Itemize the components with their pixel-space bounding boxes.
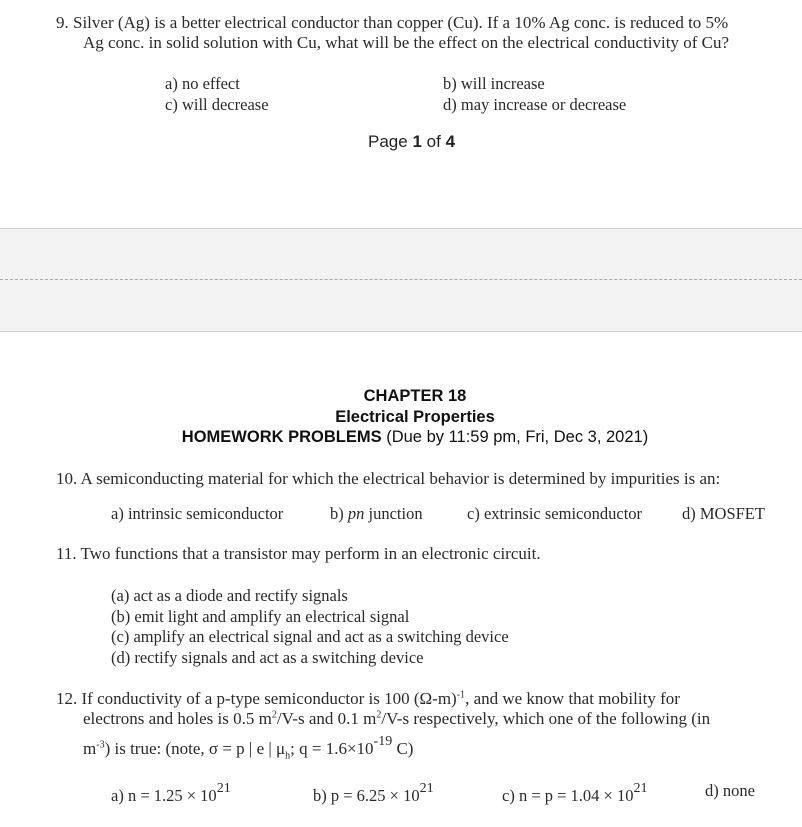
q12-option-b [313,781,434,806]
q12-line3-a: m [83,739,97,758]
q12-line3-b: ) is true: (note, σ = p | e | μ [104,739,286,758]
q12-line3-sup2: -19 [373,734,393,749]
q12-line2-b: /V-s and 0.1 m [276,709,377,728]
q9-option-c: c) will decrease [165,95,269,114]
page-indicator-total: 4 [445,132,456,151]
q10-option-b-italic: pn [347,504,365,523]
q12-option-b-text: b) p = 6.25 × 10 [313,786,420,805]
page-break-gap [0,228,802,332]
page-indicator-prefix: Page [368,132,408,151]
q12-line3-sup1: -3 [96,739,105,751]
q12-line2-a: electrons and holes is 0.5 m [83,709,272,728]
q9-option-d: d) may increase or decrease [443,95,627,114]
q10-option-c: c) extrinsic semiconductor [467,504,643,523]
page-indicator-current: 1 [412,132,422,151]
q9-option-b: b) will increase [443,74,545,93]
q10-text: 10. A semiconducting material for which the electrical behavior is determined by impurities is an: [56,469,721,488]
q10-option-b-suffix: junction [368,504,423,523]
homework-heading [0,428,802,447]
q12-line2-c: /V-s respectively, which one of the following (in [381,709,711,728]
q11-text: 11. Two functions that a transistor may perform in an electronic circuit. [56,544,541,563]
q12-line3 [83,734,413,761]
q11-option-c: (c) amplify an electrical signal and act as a switching device [111,627,509,646]
q12-option-c-sup: 21 [633,781,648,796]
q10-option-a: a) intrinsic semiconductor [111,504,284,523]
q10-option-b [330,504,423,524]
q11-option-b: (b) emit light and amplify an electrical signal [111,607,410,626]
homework-label: HOMEWORK PROBLEMS [181,428,382,446]
q12-line2-sup1: 2 [271,709,277,721]
q12-line1-post: , and we know that mobility for [465,689,680,708]
q12-line1-sup: -1 [456,689,466,701]
q12-option-a [111,781,231,806]
q12-line3-d: C) [392,739,414,758]
q9-line1: 9. Silver (Ag) is a better electrical conductor than copper (Cu). If a 10% Ag conc. is reduced to 5% [56,13,729,32]
q12-option-c-text: c) n = p = 1.04 × 10 [502,786,634,805]
q12-line1 [56,689,680,709]
q12-line2 [83,709,710,729]
q12-line2-sup2: 2 [376,709,382,721]
page-indicator [368,132,455,152]
q12-line3-c: ; q = 1.6×10 [290,739,374,758]
page-indicator-of: of [426,132,441,151]
q12-option-a-sup: 21 [216,781,231,796]
q11-option-d: (d) rectify signals and act as a switching device [111,648,424,667]
q12-option-d: d) none [705,781,755,800]
q9-line2: Ag conc. in solid solution with Cu, what will be the effect on the electrical conductivity of Cu? [83,33,730,52]
q12-line1-pre: 12. If conductivity of a p-type semiconductor is 100 (Ω-m) [56,689,457,708]
chapter-title: CHAPTER 18 [363,387,467,405]
due-date: (Due by 11:59 pm, Fri, Dec 3, 2021) [386,428,649,446]
q9-option-a: a) no effect [165,74,240,93]
q12-option-c [502,781,647,806]
q12-option-a-text: a) n = 1.25 × 10 [111,786,217,805]
q12-option-b-sup: 21 [419,781,434,796]
chapter-subject: Electrical Properties [335,408,495,426]
q10-option-d: d) MOSFET [682,504,765,523]
page-break-line [0,279,802,280]
q11-option-a: (a) act as a diode and rectify signals [111,586,348,605]
q12-line3-sub: h [285,750,291,762]
q10-option-b-prefix: b) [330,504,344,523]
